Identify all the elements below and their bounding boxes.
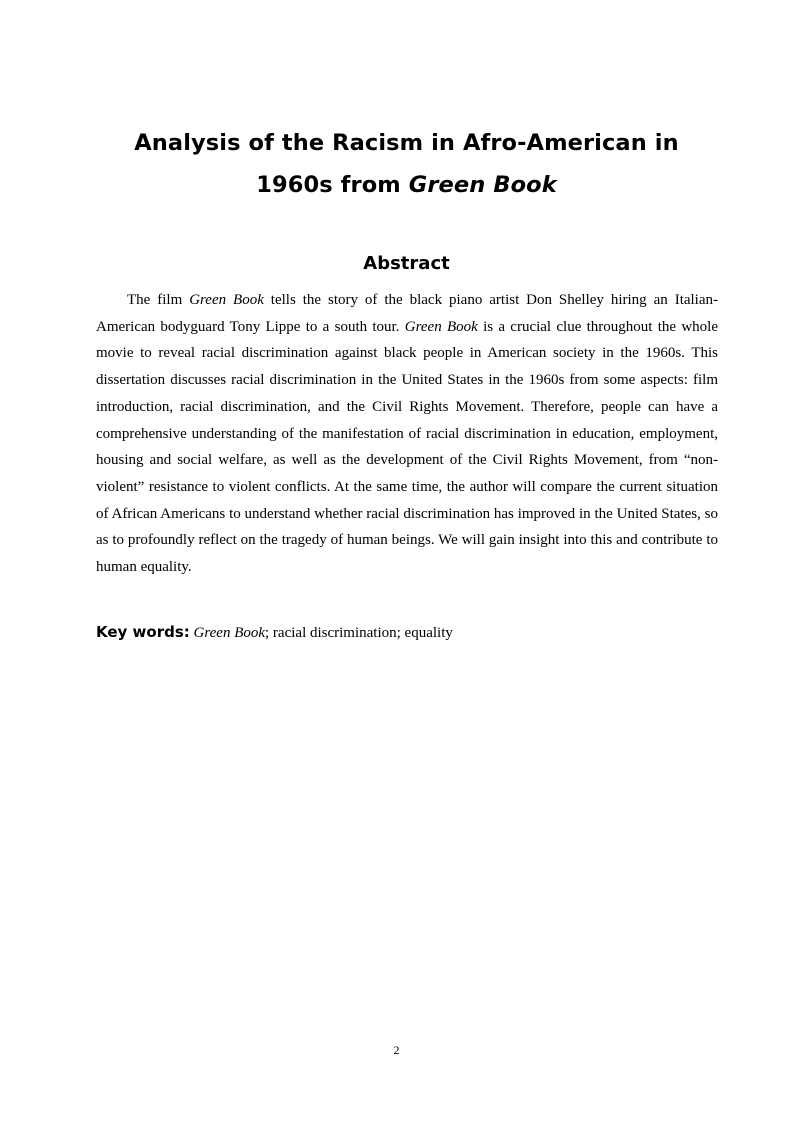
keywords-rest: ; racial discrimination; equality [265,625,453,641]
abstract-segment-italic: Green Book [189,292,264,308]
paper-title [96,122,717,206]
abstract-segment: The film [127,292,190,308]
title-line-2-prefix: 1960s from [256,172,409,198]
page-number: 2 [393,1043,400,1057]
abstract-segment: is a crucial clue throughout the whole movie to reveal racial discrimination against black people in American society in the 1960s. This dissertation discusses racial discrimination in the United States in the 1960s from some aspects: film introduction, racial discrimination, and the Civil Rights Movement. Therefore, people can have a comprehensive understanding of the manifestation of racial discrimination in education, employment, housing and social welfare, as well as the development of the Civil Rights Movement, from “non-violent” resistance to violent conflicts. At the same time, the author will compare the current situation of African Americans to understand whether racial discrimination has improved in the United States, so as to profoundly reflect on the tragedy of human beings. We will gain insight into this and contribute to human equality. [96,318,718,576]
title-line-1: Analysis of the Racism in Afro-American in [134,130,679,156]
keywords-line [96,620,718,645]
abstract-heading: Abstract [363,253,450,274]
abstract-segment: tells the story of the black piano artist Don Shelley hiring an Italian-American bodyguard Tony Lippe to a south tour. [96,292,719,335]
abstract-segment-italic: Green Book [404,318,478,335]
keywords-label: Key words: [96,623,190,641]
abstract-body [96,287,718,581]
title-line-2-italic: Green Book [408,172,557,198]
keyword-italic: Green Book [193,625,266,641]
